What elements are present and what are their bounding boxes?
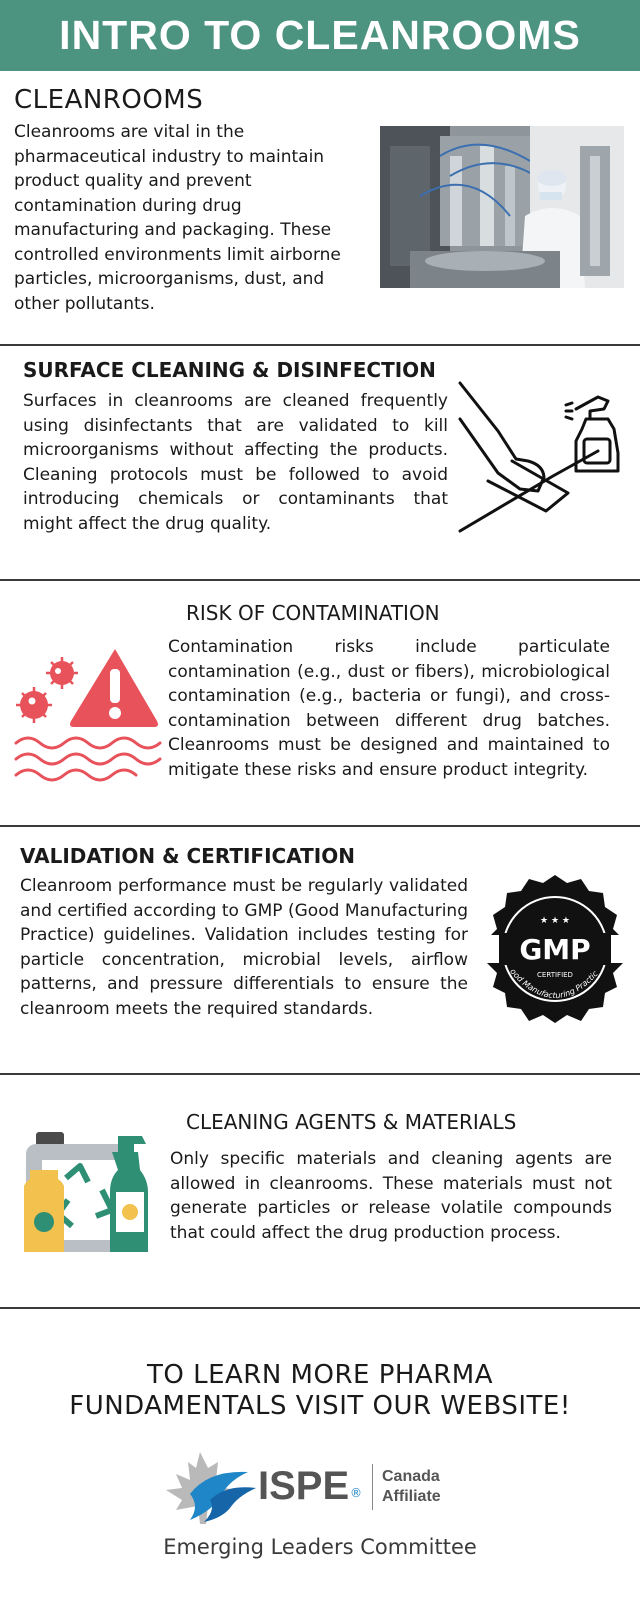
ispe-registered-mark: ® <box>350 1486 362 1500</box>
committee-name: Emerging Leaders Committee <box>163 1535 477 1559</box>
svg-text:★ ★ ★: ★ ★ ★ <box>540 916 570 926</box>
divider <box>0 344 640 346</box>
maple-leaf-icon <box>160 1450 260 1526</box>
gmp-arc-text: ood Manufacturing Practic <box>508 966 600 1001</box>
header-banner <box>0 0 640 71</box>
section-title-risk: RISK OF CONTAMINATION <box>186 601 440 625</box>
section-title-agents: CLEANING AGENTS & MATERIALS <box>186 1110 517 1134</box>
divider <box>0 1307 640 1309</box>
gmp-badge <box>475 873 635 1025</box>
section-title-validation: VALIDATION & CERTIFICATION <box>20 844 355 868</box>
ispe-wordmark: ISPE <box>258 1464 350 1508</box>
ispe-logo[interactable] <box>160 1450 480 1526</box>
cta-line-1: TO LEARN MORE PHARMA <box>146 1360 494 1390</box>
ispe-affiliate-line-2: Affiliate <box>382 1488 441 1505</box>
cleaning-products-icon <box>22 1130 150 1254</box>
section-body-agents: Only specific materials and cleaning agents are allowed in cleanrooms. These materials must not generate particles or release volatile compounds that could affect the drug production process. <box>170 1149 612 1243</box>
ispe-affiliate-line-1: Canada <box>382 1468 440 1485</box>
gmp-certified-text: CERTIFIED <box>537 971 573 979</box>
section-body-surface: Surfaces in cleanrooms are cleaned frequently using disinfectants that are validated to kill microorganisms without affecting the products. Cleaning protocols must be followed to avoid introducing chemicals or contaminants that might affect the drug quality. <box>23 391 448 534</box>
section-body-cleanrooms: Cleanrooms are vital in the pharmaceutical industry to maintain product quality and prevent contamination during drug manufacturing and packaging. These controlled environments limit airborne particles, microorganisms, dust, and other pollutants. <box>14 122 341 314</box>
cta-line-2: FUNDAMENTALS VISIT OUR WEBSITE! <box>69 1391 571 1421</box>
page-title: INTRO TO CLEANROOMS <box>59 12 581 58</box>
contamination-warning-icon <box>12 645 162 785</box>
section-title-cleanrooms: CLEANROOMS <box>14 85 204 115</box>
cta-block <box>0 1360 640 1422</box>
divider <box>0 825 640 827</box>
divider <box>0 579 640 581</box>
section-body-validation: Cleanroom performance must be regularly validated and certified according to GMP (Good Manufacturing Practice) guidelines. Validation includes testing for particle concentration, microbial levels, airflow patterns, and pressure differentials to ensure the cleanroom meets the required standards. <box>20 876 468 1019</box>
cleanroom-photo <box>380 126 624 288</box>
section-title-surface: SURFACE CLEANING & DISINFECTION <box>23 358 436 382</box>
section-body-risk: Contamination risks include particulate contamination (e.g., dust or fibers), microbiological contamination (e.g., bacteria or fungi), and cross-contamination between different drug batches. Cleanrooms must be designed and maintained to mitigate these risks and ensure product integrity. <box>168 637 610 780</box>
wiping-hand-icon <box>458 381 628 533</box>
logo-separator <box>372 1464 373 1510</box>
gmp-text: GMP <box>519 933 591 966</box>
divider <box>0 1073 640 1075</box>
